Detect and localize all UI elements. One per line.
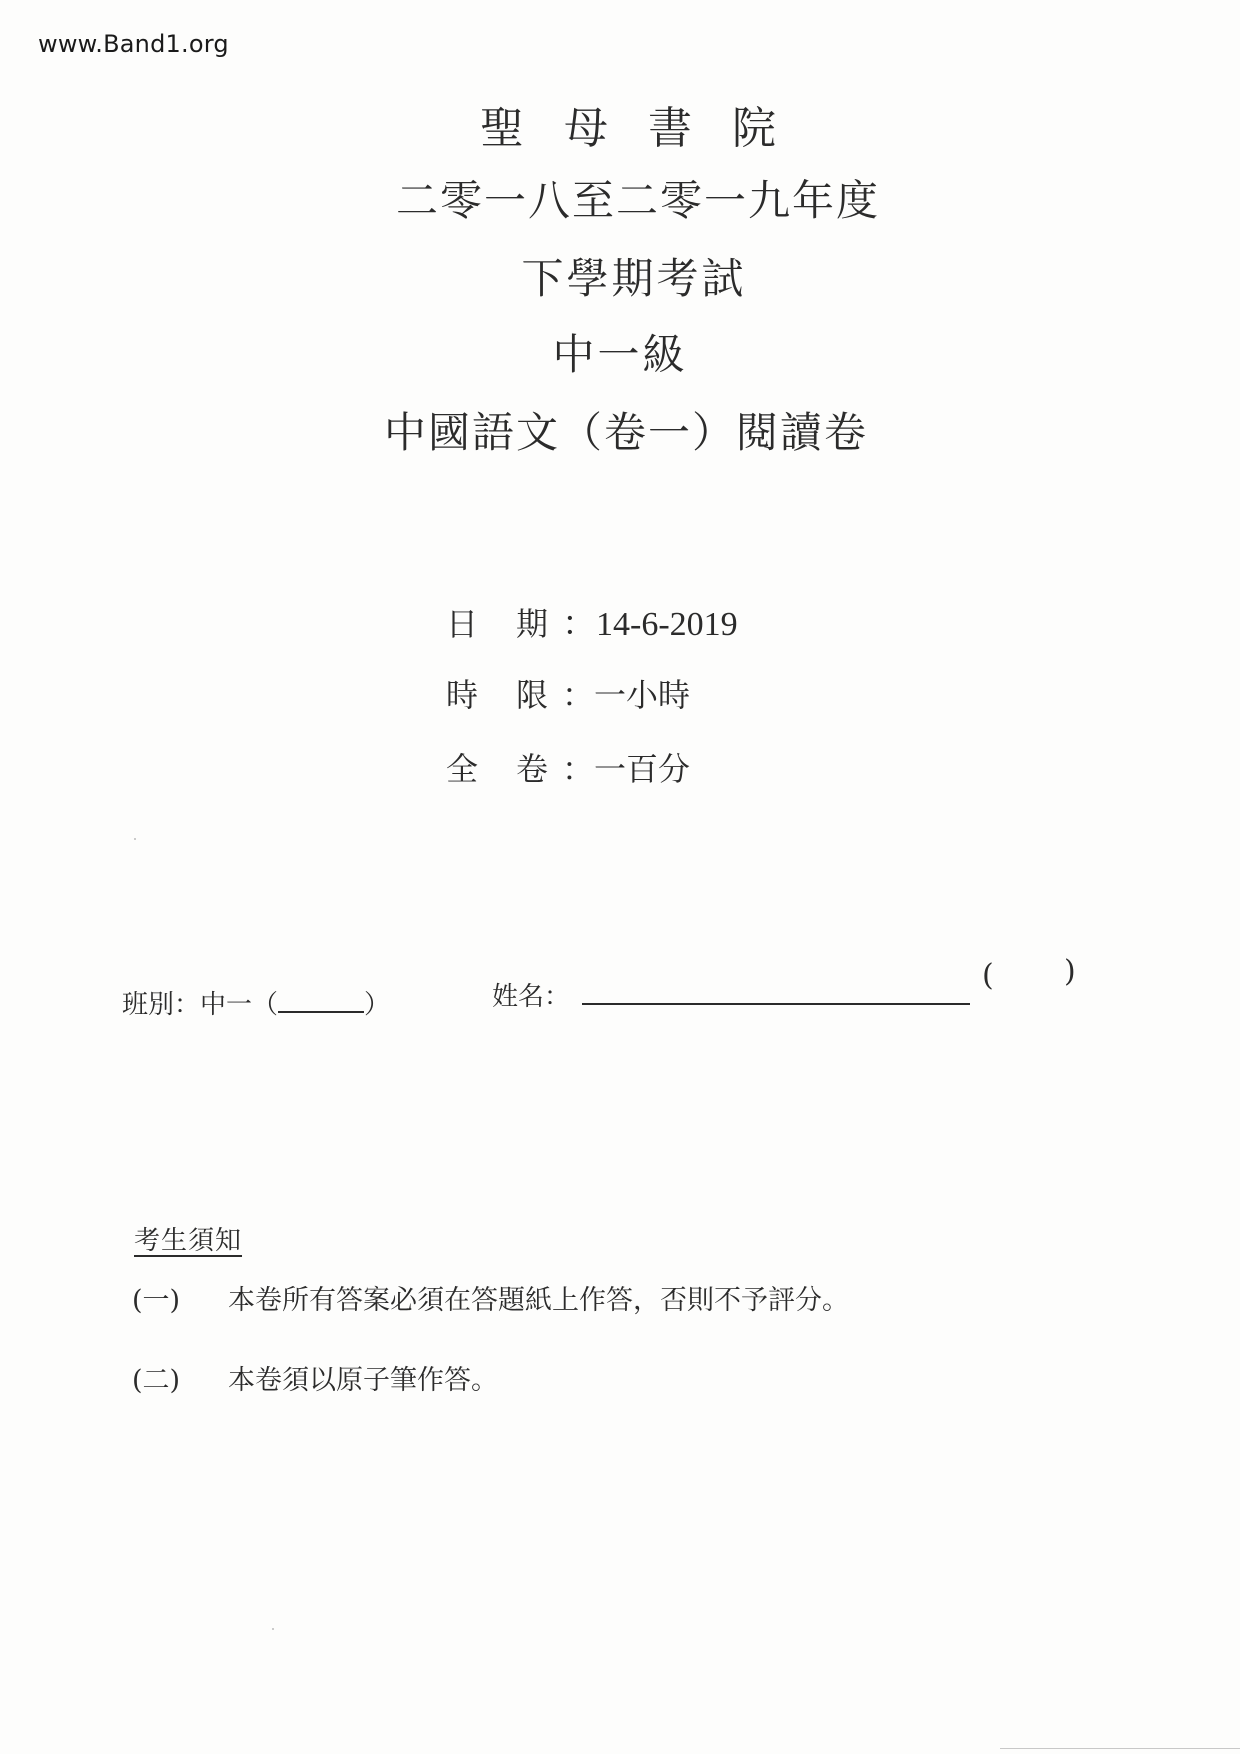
class-suffix: ） [364, 990, 391, 1020]
name-blank[interactable] [582, 1003, 970, 1005]
exam-duration [446, 670, 690, 716]
class-prefix: 班別：中一（ [122, 990, 279, 1020]
date-label-2: 期 [516, 605, 549, 643]
time-label-1: 時 [446, 676, 479, 714]
total-label-2: 卷 [516, 750, 549, 788]
scan-speck [272, 1628, 274, 1630]
exam-date [446, 596, 738, 645]
scan-speck [134, 838, 136, 840]
instruction-item [132, 1278, 849, 1317]
total-marks [446, 744, 690, 790]
name-label: 姓名： [492, 982, 571, 1012]
grade-level: 中一級 [552, 330, 688, 379]
subject-title: 中國語文（卷一）閱讀卷 [383, 408, 868, 457]
total-label-1: 全 [446, 750, 479, 788]
instruction-text: 本卷須以原子筆作答。 [228, 1365, 498, 1396]
date-value: ：14-6-2019 [562, 606, 738, 643]
class-blank[interactable] [278, 991, 364, 1013]
watermark-url: www.Band1.org [38, 30, 229, 58]
instructions-heading: 考生須知 [134, 1226, 243, 1256]
instruction-text: 本卷所有答案必須在答題紙上作答，否則不予評分。 [228, 1285, 849, 1316]
total-value: ：一百分 [562, 750, 691, 788]
seat-number-close-paren: ) [1064, 954, 1076, 989]
instruction-item [132, 1358, 498, 1397]
time-label-2: 限 [516, 676, 549, 714]
instruction-number: (一) [132, 1285, 181, 1316]
academic-year: 二零一八至二零一九年度 [395, 176, 880, 225]
school-name: 聖母書院 [480, 103, 816, 154]
time-value: ：一小時 [562, 676, 691, 714]
class-field [122, 984, 390, 1021]
exam-term: 下學期考試 [521, 254, 747, 303]
seat-number-open-paren: ( [982, 958, 994, 993]
date-label-1: 日 [446, 605, 479, 643]
instruction-number: (二) [132, 1365, 181, 1396]
scan-edge-line [1000, 1748, 1240, 1749]
